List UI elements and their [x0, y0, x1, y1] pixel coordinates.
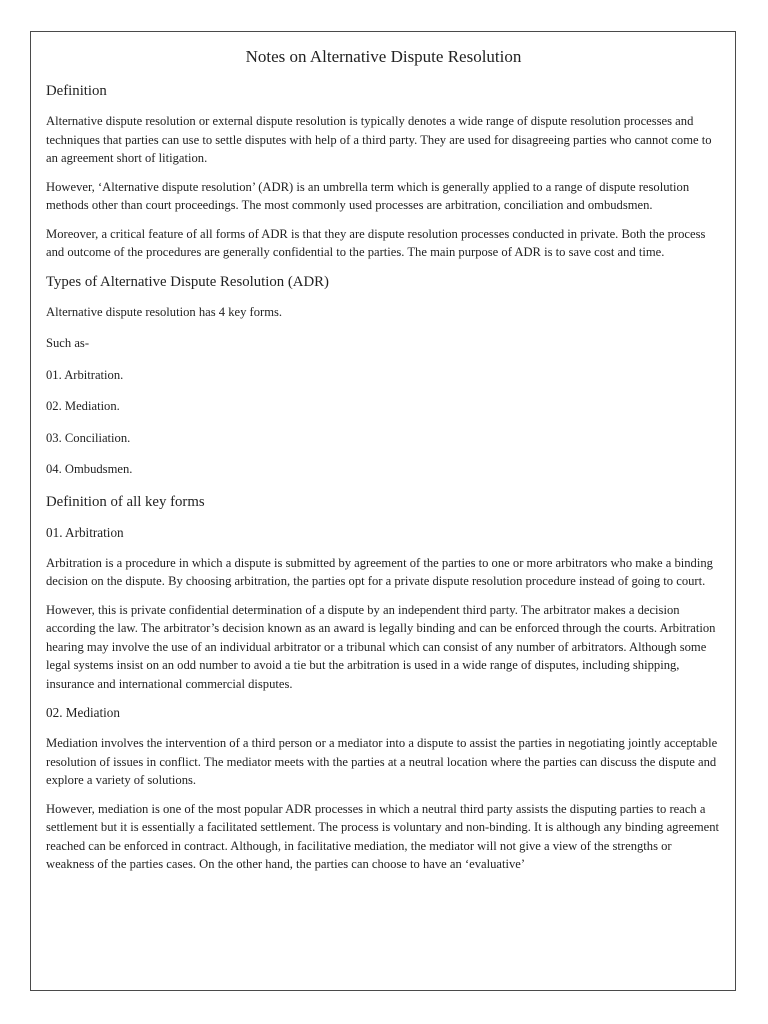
types-intro: Alternative dispute resolution has 4 key forms. [46, 304, 283, 319]
types-such-as: Such as- [46, 336, 90, 350]
types-list-item-mediation: 02. Mediation. [46, 399, 120, 413]
definition-paragraph-2: However, ‘Alternative dispute resolution’ (ADR) is an umbrella term which is generally applied to a range of dispute resolution methods other than court proceedings. The most commonly used processes are arbitration, conciliation and ombudsmen. [46, 179, 690, 212]
mediation-subheading: 02. Mediation [46, 705, 120, 720]
document-content [31, 32, 735, 874]
arbitration-subheading: 01. Arbitration [46, 524, 124, 540]
arbitration-paragraph-2: However, this is private confidential determination of a dispute by an independent third party. The arbitrator makes a decision according the law. The arbitrator’s decision known as an award is legally binding and can be enforced through the courts. Arbitration hearing may involve the use of an individual arbitrator or a tribunal which can consist of any number of arbitrators. Although some legal systems insist on an odd number to avoid a tie but the arbitration is used in a wide range of disputes, including shipping, insurance and international commercial disputes. [46, 602, 716, 691]
document-title: Notes on Alternative Dispute Resolution [245, 47, 522, 66]
types-list-item-conciliation: 03. Conciliation. [46, 430, 131, 445]
types-list-item-ombudsmen: 04. Ombudsmen. [46, 462, 133, 476]
mediation-paragraph-1: Mediation involves the intervention of a third person or a mediator into a dispute to assist the parties in negotiating jointly acceptable resolution of issues in conflict. The mediator meets with the parties at a neutral location where the parties can discuss the dispute and explore a variety of solutions. [46, 736, 718, 787]
mediation-paragraph-2: However, mediation is one of the most popular ADR processes in which a neutral third party assists the disputing parties to reach a settlement but it is essentially a facilitated settlement. The process is voluntary and non-binding. It is although any binding agreement reached can be enforced in contract. Although, in facilitative mediation, the mediator will not give a view of the strengths or weakness of the parties cases. On the other hand, the parties can choose to have an ‘evaluative’ [46, 801, 720, 871]
types-list-item-arbitration: 01. Arbitration. [46, 367, 124, 382]
definition-paragraph-3: Moreover, a critical feature of all forms of ADR is that they are dispute resolution processes conducted in private. Both the process and outcome of the procedures are generally confidential to the parties. The main purpose of ADR is to save cost and time. [46, 226, 706, 259]
key-forms-heading: Definition of all key forms [46, 493, 205, 510]
document-page [30, 31, 736, 991]
definition-heading: Definition [46, 83, 107, 99]
arbitration-paragraph-1: Arbitration is a procedure in which a dispute is submitted by agreement of the parties to one or more arbitrators who make a binding decision on the dispute. By choosing arbitration, the parties opt for a private dispute resolution procedure instead of going to court. [46, 555, 713, 588]
types-heading: Types of Alternative Dispute Resolution (ADR) [46, 273, 329, 290]
definition-paragraph-1: Alternative dispute resolution or external dispute resolution is typically denotes a wide range of dispute resolution processes and techniques that parties can use to settle disputes with help of a third party. They are used for disagreeing parties who cannot come to an agreement short of litigation. [46, 114, 712, 165]
